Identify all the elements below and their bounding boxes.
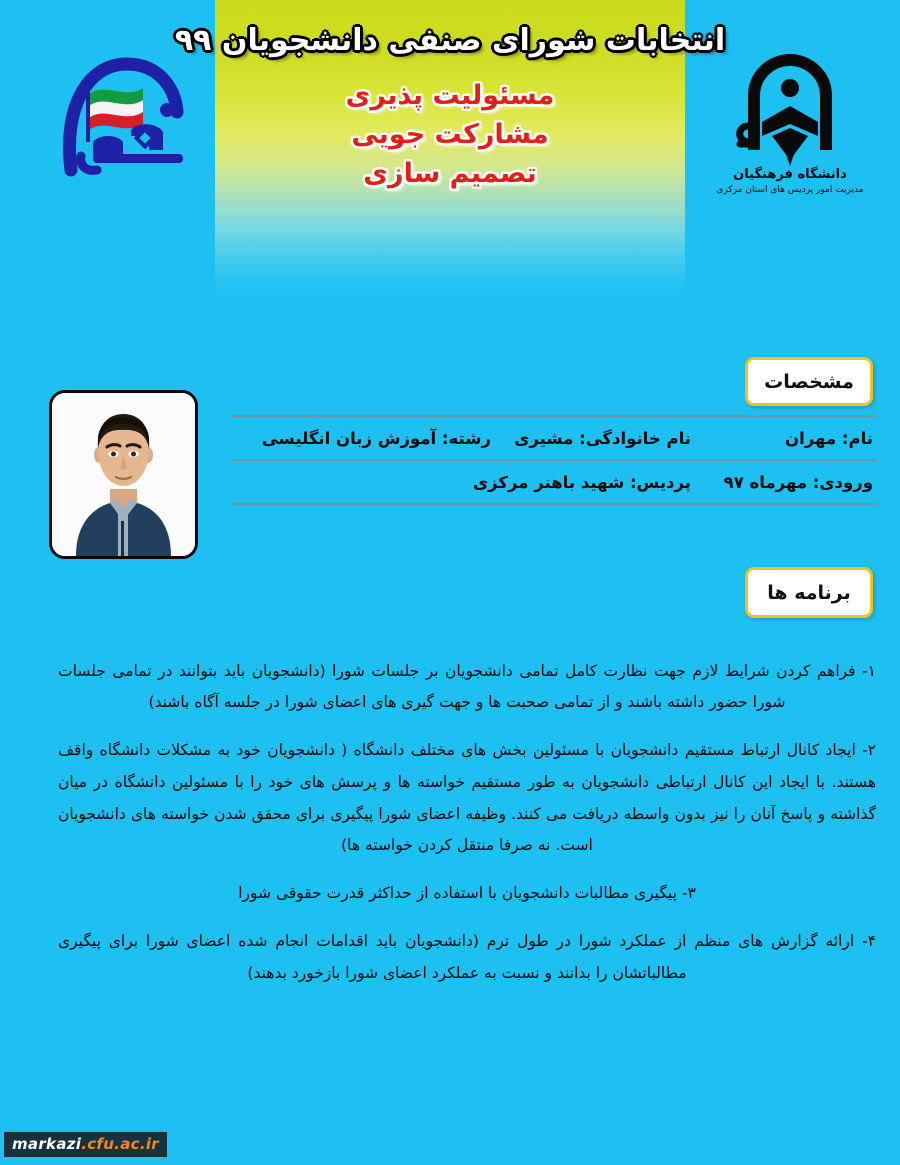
info-first-name: نام: مهران <box>785 428 873 448</box>
program-item-3: ۳- پیگیری مطالبات دانشجویان با استفاده از حداکثر قدرت حقوقی شورا <box>238 884 696 903</box>
section-badge-programs: برنامه ها <box>745 567 873 618</box>
info-divider-bottom <box>232 503 877 505</box>
info-entry-term: ورودی: مهرماه ۹۷ <box>723 472 873 492</box>
section-badge-specifications: مشخصات <box>745 357 873 406</box>
info-row-entry <box>232 461 877 503</box>
site-watermark[interactable] <box>4 1132 167 1157</box>
watermark-domain: .cfu.ac.ir <box>81 1135 159 1153</box>
candidate-photo <box>49 390 198 559</box>
program-item-1: ۱- فراهم کردن شرایط لازم جهت نظارت کامل تمامی دانشجویان بر جلسات شورا (دانشجویان باید بتوانند در تمامی جلسات شورا حضور داشته باشند و از تمامی صحبت ها و جهت گیری های اعضای شورا در جلسه آگاه باشند) <box>58 661 876 712</box>
info-row-name <box>232 417 877 459</box>
slogan-list <box>346 78 555 193</box>
university-logo-line2: مدیریت امور پردیس های استان مرکزی <box>716 185 864 195</box>
candidate-portrait-svg <box>52 393 195 556</box>
header-banner-content <box>174 0 726 300</box>
watermark-name: markazi <box>12 1135 82 1153</box>
info-campus: پردیس: شهید باهنر مرکزی <box>473 472 691 492</box>
info-divider-middle <box>232 459 877 461</box>
info-field-of-study: رشته: آموزش زبان انگلیسی <box>261 428 491 448</box>
slogan-item-responsibility: مسئولیت پذیری <box>345 79 555 111</box>
student-guild-council-logo <box>45 38 210 188</box>
programs-list <box>58 640 876 1005</box>
university-logo-svg <box>700 40 880 200</box>
page-title: انتخابات شورای صنفی دانشجویان ۹۹ <box>174 23 726 58</box>
slogan-item-decision-making: تصمیم سازی <box>363 158 537 190</box>
info-last-name: نام خانوادگی: مشیری <box>514 428 691 448</box>
program-item-4: ۴- ارائه گزارش های منظم از عملکرد شورا در طول ترم (دانشجویان باید اقدامات انجام شده اعضای شورا برای پیگیری مطالباتشان را بدانند و نسبت به عملکرد اعضای شورا بازخورد بدهند) <box>58 931 876 982</box>
program-item-2: ۲- ایجاد کانال ارتباط مستقیم دانشجویان با مسئولین بخش های مختلف دانشگاه ( دانشجویان خود به مشکلات دانشگاه واقف هستند. با ایجاد این کانال ارتباطی دانشجویان به طور مستقیم خواسته ها و پرسش های خود را با مسئولین دانشگاه در میان گذاشته و پاسخ آنان را نیز بدون واسطه دریافت می کنند. وظیفه اعضای شورا پیگیری برای محقق شدن خواسته های دانشجویان است. نه صرفا منتقل کردن خواسته ها) <box>58 741 876 855</box>
info-divider-top <box>232 415 877 417</box>
header-banner <box>174 0 726 300</box>
candidate-info-table <box>232 415 877 505</box>
guild-logo-svg <box>45 38 210 188</box>
farhangian-university-logo <box>700 40 880 200</box>
slogan-item-participation: مشارکت جویی <box>351 118 549 150</box>
university-logo-line1: دانشگاه فرهنگیان <box>733 167 847 182</box>
